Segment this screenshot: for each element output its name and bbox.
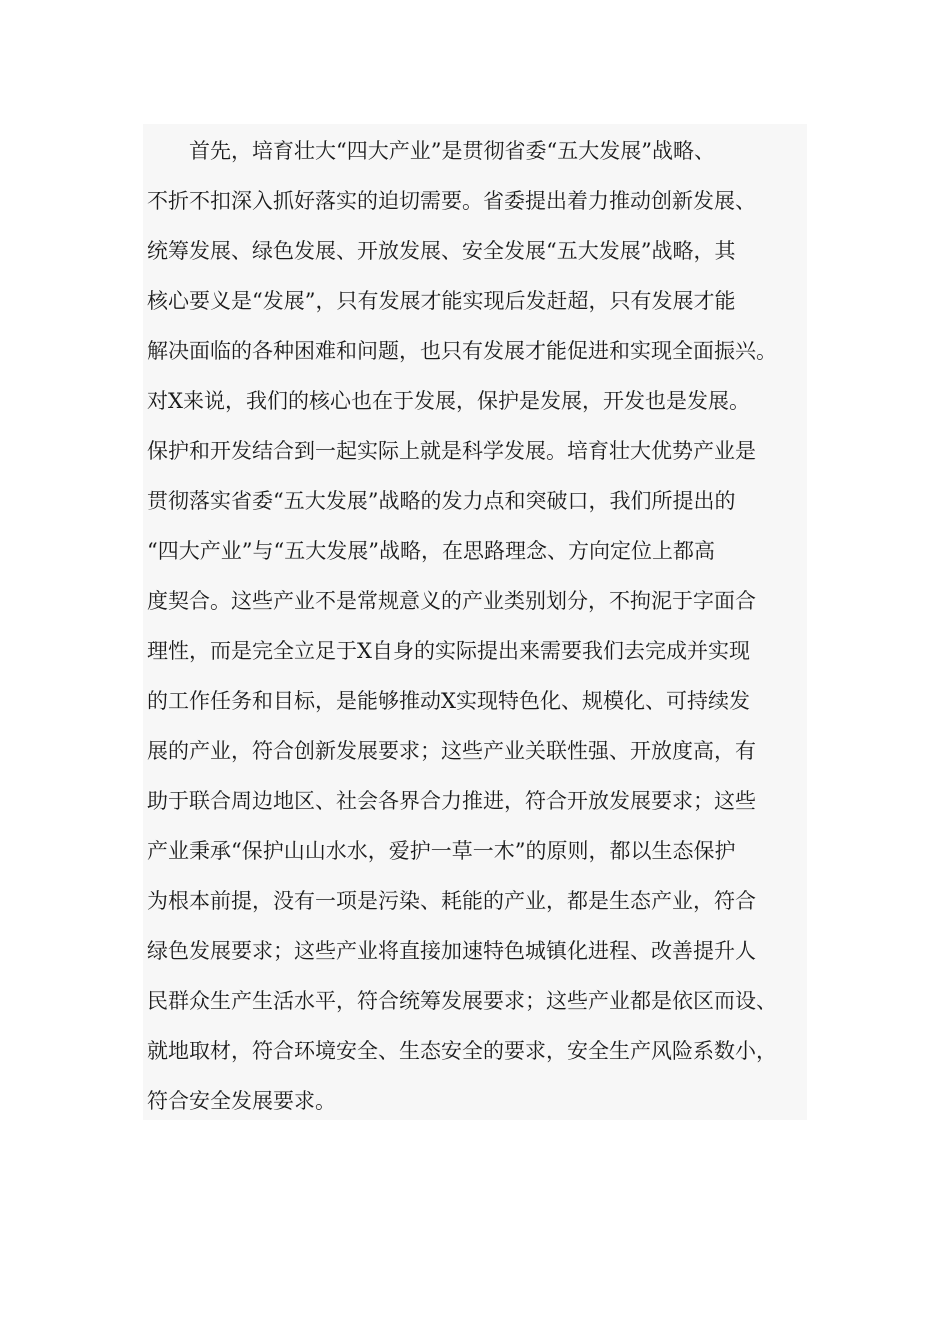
paragraph-line-15: 产业秉承“保护山山水水，爱护一草一木”的原则，都以生态保护 bbox=[147, 839, 736, 863]
paragraph-line-10: 度契合。这些产业不是常规意义的产业类别划分，不拘泥于字面合 bbox=[147, 589, 756, 613]
paragraph-line-16: 为根本前提，没有一项是污染、耗能的产业，都是生态产业，符合 bbox=[147, 889, 756, 913]
paragraph-line-19: 就地取材，符合环境安全、生态安全的要求，安全生产风险系数小， bbox=[147, 1039, 777, 1063]
paragraph-line-17: 绿色发展要求；这些产业将直接加速特色城镇化进程、改善提升人 bbox=[147, 939, 756, 963]
paragraph-line-6: 对X来说，我们的核心也在于发展，保护是发展，开发也是发展。 bbox=[147, 389, 750, 413]
paragraph-line-4: 核心要义是“发展”，只有发展才能实现后发赶超，只有发展才能 bbox=[147, 289, 736, 313]
paragraph-line-8: 贯彻落实省委“五大发展”战略的发力点和突破口，我们所提出的 bbox=[147, 489, 736, 513]
paragraph-line-2: 不折不扣深入抓好落实的迫切需要。省委提出着力推动创新发展、 bbox=[147, 189, 756, 213]
paragraph-line-1: 首先，培育壮大“四大产业”是贯彻省委“五大发展”战略、 bbox=[189, 139, 715, 163]
paragraph-line-14: 助于联合周边地区、社会各界合力推进，符合开放发展要求；这些 bbox=[147, 789, 756, 813]
paragraph-line-12: 的工作任务和目标，是能够推动X实现特色化、规模化、可持续发 bbox=[147, 689, 750, 713]
paragraph-line-18: 民群众生产生活水平，符合统筹发展要求；这些产业都是依区而设、 bbox=[147, 989, 777, 1013]
paragraph-line-9: “四大产业”与“五大发展”战略，在思路理念、方向定位上都高 bbox=[147, 539, 715, 563]
paragraph-line-13: 展的产业，符合创新发展要求；这些产业关联性强、开放度高，有 bbox=[147, 739, 756, 763]
paragraph-block bbox=[143, 124, 807, 1120]
paragraph-line-5: 解决面临的各种困难和问题，也只有发展才能促进和实现全面振兴。 bbox=[147, 339, 777, 363]
paragraph-line-7: 保护和开发结合到一起实际上就是科学发展。培育壮大优势产业是 bbox=[147, 439, 756, 463]
paragraph-line-20: 符合安全发展要求。 bbox=[147, 1089, 336, 1113]
paragraph-line-3: 统筹发展、绿色发展、开放发展、安全发展“五大发展”战略，其 bbox=[147, 239, 736, 263]
paragraph-line-11: 理性，而是完全立足于X自身的实际提出来需要我们去完成并实现 bbox=[147, 639, 750, 663]
